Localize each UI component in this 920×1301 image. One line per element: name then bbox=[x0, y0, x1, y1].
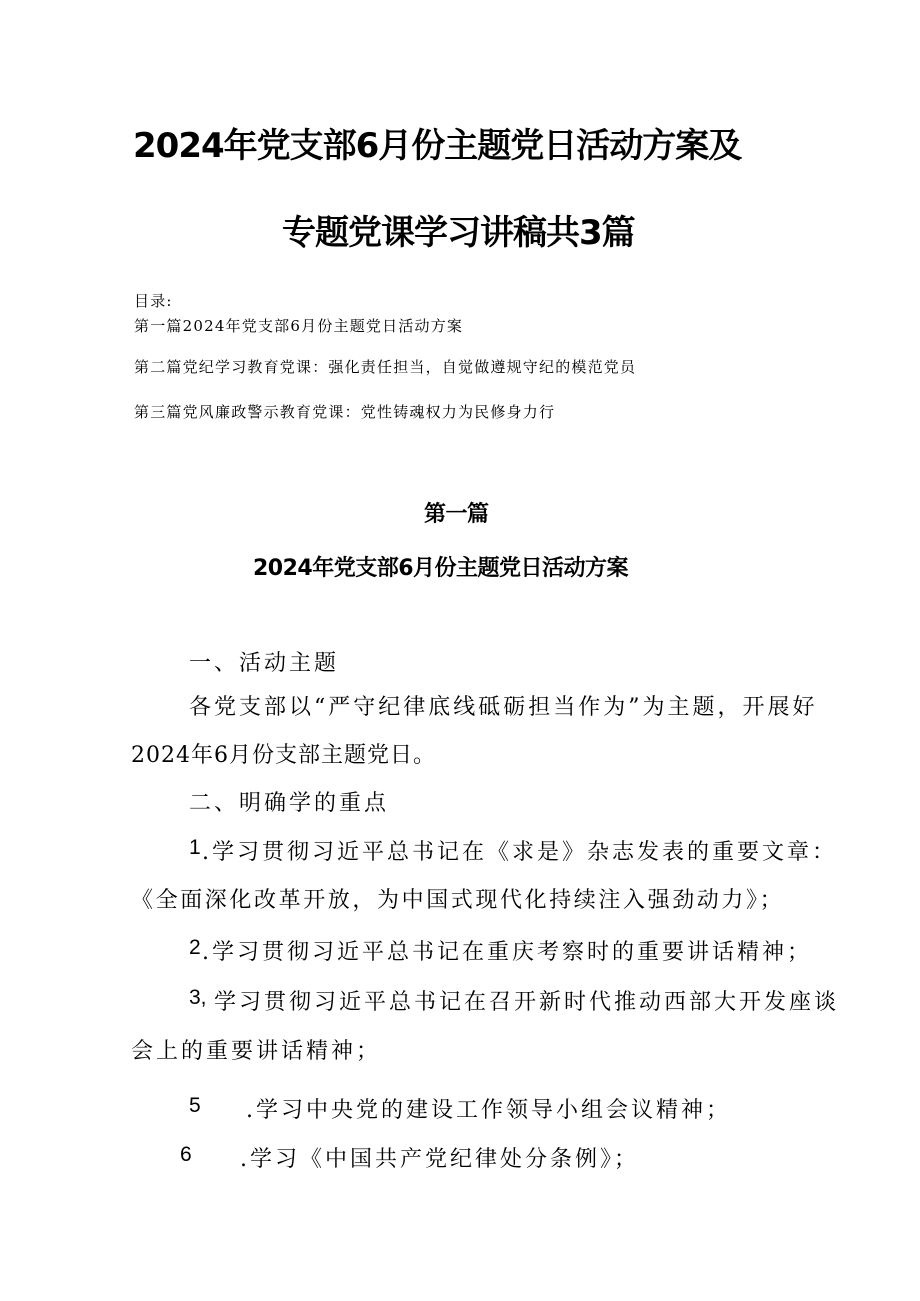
document-title-line2: 专题党课学习讲稿共3篇 bbox=[282, 213, 635, 253]
list-item-2-number: 2 bbox=[189, 936, 201, 959]
toc-label: 目录: bbox=[134, 292, 173, 310]
list-item-1-number: 1 bbox=[189, 836, 201, 859]
toc-item-2: 第二篇党纪学习教育党课：强化责任担当，自觉做遵规守纪的模范党员 bbox=[134, 358, 637, 376]
list-item-2-text: .学习贯彻习近平总书记在重庆考察时的重要讲话精神； bbox=[202, 940, 812, 965]
list-item-5-text: .学习中央党的建设工作领导小组会议精神； bbox=[246, 1098, 731, 1123]
part-title: 2024年党支部6月份主题党日活动方案 bbox=[253, 556, 629, 581]
document-title-line1: 2024年党支部6月份主题党日活动方案及 bbox=[133, 126, 742, 166]
list-item-6-text: .学习《中国共产党纪律处分条例》； bbox=[240, 1147, 639, 1172]
toc-item-3: 第三篇党风廉政警示教育党课：党性铸魂权力为民修身力行 bbox=[134, 403, 556, 421]
list-item-5-number: 5 bbox=[189, 1094, 201, 1117]
section-heading-1: 一、活动主题 bbox=[189, 651, 340, 676]
list-item-3-number: 3, bbox=[189, 986, 207, 1009]
section-heading-2: 二、明确学的重点 bbox=[189, 791, 390, 816]
part-label: 第一篇 bbox=[424, 502, 489, 527]
paragraph-1-line-1: 各党支部以“严守纪律底线砥砺担当作为”为主题，开展好 bbox=[189, 695, 818, 720]
list-item-1-line-2: 《全面深化改革开放，为中国式现代化持续注入强劲动力》； bbox=[131, 888, 785, 913]
list-item-1-line-1: .学习贯彻习近平总书记在《求是》杂志发表的重要文章： bbox=[202, 840, 837, 865]
list-item-6-number: 6 bbox=[180, 1143, 192, 1166]
toc-item-1: 第一篇2024年党支部6月份主题党日活动方案 bbox=[134, 317, 464, 335]
paragraph-1-line-2: 2024年6月份支部主题党日。 bbox=[131, 743, 436, 768]
list-item-3-line-2: 会上的重要讲话精神； bbox=[131, 1039, 382, 1064]
list-item-3-line-1: 学习贯彻习近平总书记在召开新时代推动西部大开发座谈 bbox=[214, 990, 840, 1015]
